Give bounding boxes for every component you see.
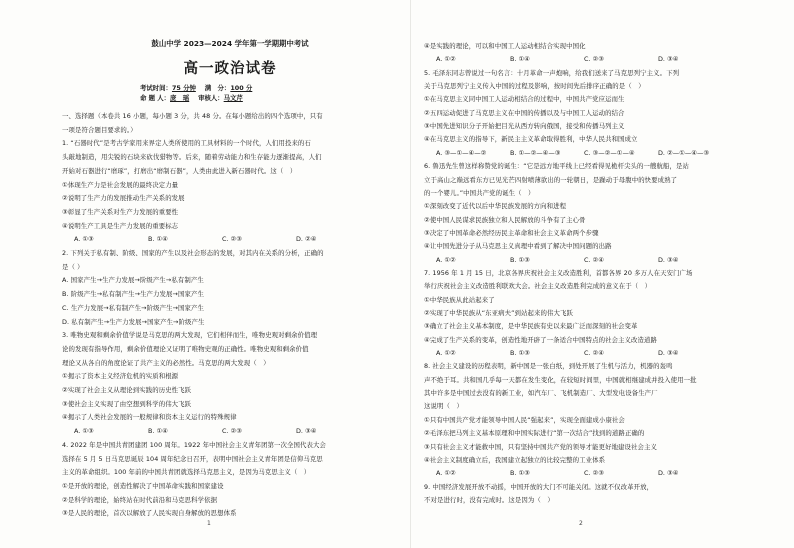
text-line: ①在马克思主义同中国工人运动相结合的过程中，中国共产党应运而生 bbox=[424, 95, 625, 104]
text-line: 这说明（ ） bbox=[424, 402, 463, 411]
reviewer-label: 审核人： bbox=[198, 94, 224, 102]
text-line: 5. 毛泽东同志曾说过一句名言：十月革命一声炮响，给我们送来了马克思列宁主义。下列 bbox=[424, 68, 680, 77]
answer-option: B. ①③ bbox=[510, 469, 530, 478]
text-line: 关于马克思列宁主义传入中国的过程及影响，按时间先后排序正确的是（ ） bbox=[424, 82, 645, 91]
time-label: 考试时间： bbox=[140, 84, 172, 92]
answer-options-row bbox=[436, 469, 769, 478]
text-line: ④在马克思主义的指导下，新民主主义革命取得胜利，中华人民共和国成立 bbox=[424, 135, 638, 144]
text-line: 声不绝于耳。共和国几乎每一天都在发生变化，在较短时间里，中国就相继建成并投入使用一批 bbox=[424, 375, 697, 384]
answer-option: B. ①③ bbox=[510, 255, 530, 264]
right-page bbox=[424, 0, 769, 548]
text-line: 开始对石器进行“磨琢”，打磨出“磨制石器”，人类由此进入新石器时代。这（ ） bbox=[62, 166, 297, 175]
text-line: 理论又从各自的角度论证了共产主义的必然性。马克思的两大发现（ ） bbox=[62, 358, 270, 367]
text-line: ②使中国人民谋求民族独立和人民解放的斗争有了主心骨 bbox=[424, 215, 586, 224]
answer-option: C. ②③ bbox=[222, 235, 242, 244]
answer-option: A. ③—①—④—② bbox=[436, 148, 487, 157]
text-line: ②是科学的理论，始终站在时代前沿和马克思科学依据 bbox=[62, 495, 218, 504]
answer-option: A. ①③ bbox=[74, 427, 94, 436]
text-line: 3. 唯物史观和剩余价值学说是马克思的两大发现，它们相伴而生，唯物史观对剩余价值理 bbox=[62, 331, 318, 340]
text-line: 1. “石器时代”是考古学家用来界定人类所使用的工具材料的一个时代，人们用投来的石 bbox=[62, 139, 311, 148]
page-number-left: 1 bbox=[207, 520, 211, 527]
text-line: 主义的革命组织。100 年前的中国共青团就选择马克思主义，是因为马克思主义（ ） bbox=[62, 468, 311, 477]
answer-options-row bbox=[436, 55, 769, 64]
text-line: 一项是符合题目要求的。） bbox=[62, 125, 137, 134]
text-line: 的一个婴儿。”中国共产党的诞生（ ） bbox=[424, 188, 535, 197]
text-line: ③是人民的理论，首次以解放了人民实现自身解放的思想体系 bbox=[62, 509, 237, 518]
text-line: ①体现生产力是社会发展的最终决定力量 bbox=[62, 180, 179, 189]
text-line: ④是实践的理论，可以和中国工人运动相结合实现中国化 bbox=[424, 42, 586, 50]
text-line: 不对是进行时，没有完成时。这是因为（ ） bbox=[424, 495, 554, 504]
answer-option: B. ①④ bbox=[148, 427, 168, 436]
answer-option: C. ②④ bbox=[584, 349, 604, 358]
text-line: 举行庆祝社会主义改造胜利联欢大会。社会主义改造胜利完成的意义在于（ ） bbox=[424, 282, 652, 291]
answer-option: D. ③④ bbox=[658, 255, 679, 264]
text-line: 立于高山之巅远看东方已见光芒四射喷薄欲出的一轮朝日，是躁动于母腹中的快要成熟了 bbox=[424, 175, 678, 184]
text-line: ②说明了生产力的发展推动生产关系的发展 bbox=[62, 194, 185, 203]
text-line: 选择在 5 月 5 日马克思诞辰 104 周年纪念日召开，表明中国社会主义青年团是信仰马克思 bbox=[62, 454, 323, 463]
answer-option: A. ①③ bbox=[74, 235, 94, 244]
answer-option: A. ①② bbox=[436, 349, 456, 358]
text-line: ④说明生产工具是生产力发展的重要标志 bbox=[62, 221, 179, 230]
answer-option: D. ③④ bbox=[296, 427, 317, 436]
answer-option: D. ③④ bbox=[658, 55, 679, 64]
exam-meta-line-2 bbox=[140, 93, 243, 102]
text-line: ④揭示了人类社会发展的一般规律和资本主义运行的特殊规律 bbox=[62, 413, 237, 422]
answer-option: D. ③④ bbox=[658, 469, 679, 478]
text-line: 4. 2022 年是中国共青团建团 100 周年。1922 年中国社会主义青年团第一次全国代表大会 bbox=[62, 440, 326, 449]
text-line: ④完成了生产关系的变革，创造性地开辟了一条适合中国特点的社会主义改造道路 bbox=[424, 335, 657, 344]
answer-option: C. ③—②—①—④ bbox=[584, 148, 635, 157]
answer-option: D. ②④ bbox=[296, 235, 317, 244]
text-line: 6. 鲁迅先生曾这样称赞党的诞生：“它是远方地平线上已经看得见桅杆尖头的一艘航船，是站 bbox=[424, 162, 689, 171]
text-line: ①深刻改变了近代以后中华民族发展的方向和进程 bbox=[424, 202, 567, 211]
answer-option: A. ①② bbox=[436, 469, 456, 478]
text-line: B. 阶级产生→私有制产生→生产力发展→国家产生 bbox=[62, 290, 204, 299]
answer-option: C. ②③ bbox=[584, 55, 604, 64]
text-line: ②五四运动促进了马克思主义在中国的传播以及与中国工人运动的结合 bbox=[424, 108, 625, 117]
text-line: ③彰显了生产关系对生产力发展的重要性 bbox=[62, 207, 179, 216]
text-line: ④社会主义制度确立后，我国建立起独立的比较完整的工业体系 bbox=[424, 455, 606, 464]
text-line: 2. 下列关于私有制、阶级、国家的产生以及社会形态的发展，对其内在关系的分析，正确的 bbox=[62, 249, 324, 257]
score-label: 满 分： bbox=[204, 84, 231, 92]
text-line: ④让中国先进分子从马克思主义真理中看到了解决中国问题的出路 bbox=[424, 242, 612, 251]
paper-title: 高一政治试卷 bbox=[183, 61, 277, 77]
answer-option: B. ①④ bbox=[510, 55, 530, 64]
text-line: ③只有社会主义才能救中国，只有坚持中国共产党的领导才能更好地建设社会主义 bbox=[424, 442, 657, 451]
left-page bbox=[62, 0, 398, 548]
text-line: 7. 1956 年 1 月 15 日，北京各界庆祝社会主义改造胜利，首都各界 20 多万人在天安门广场 bbox=[424, 268, 693, 277]
text-line: ③决定了中国革命必然经历民主革命和社会主义革命两个步骤 bbox=[424, 228, 599, 237]
text-line: ①是开放的理论，创造性解决了中国革命实践和国家建设 bbox=[62, 481, 224, 490]
text-line: ①揭示了资本主义经济危机的实质和根源 bbox=[62, 372, 179, 381]
page-number-right: 2 bbox=[579, 520, 583, 527]
answer-options-row bbox=[436, 256, 769, 265]
answer-option: C. ②③ bbox=[222, 427, 242, 436]
time-value: 75 分钟 bbox=[171, 84, 196, 92]
answer-option: C. ②④ bbox=[584, 255, 604, 264]
answer-option: D. ③④ bbox=[658, 349, 679, 358]
text-line: 头敲地制造，用尖锐的石块来砍伐猎物等。后来，随着劳动能力和生存能力逐渐提高，人们 bbox=[62, 153, 322, 162]
text-line: ③使社会主义实现了由空想到科学的伟大飞跃 bbox=[62, 399, 192, 408]
answer-options-row bbox=[74, 235, 398, 244]
text-line: A. 国家产生→生产力发展→阶级产生→私有制产生 bbox=[62, 276, 204, 285]
author-label: 命 题 人： bbox=[140, 94, 171, 102]
text-line: ②实现了社会主义从理论到实践的历史性飞跃 bbox=[62, 386, 192, 394]
answer-option: A. ①② bbox=[436, 255, 456, 264]
page-fold-divider bbox=[410, 0, 411, 548]
text-line: 其中许多是中国过去没有的新工业，如汽车厂、飞机制造厂、大型发电设备生产厂 bbox=[424, 389, 658, 398]
text-line: ②实现了中华民族从“东亚病夫”到站起来的伟大飞跃 bbox=[424, 309, 573, 317]
answer-options-row bbox=[436, 349, 769, 358]
exam-title: 鼓山中学 2023—2024 学年第一学期期中考试 bbox=[151, 39, 309, 48]
answer-option: C. ②③ bbox=[584, 469, 604, 478]
text-line: C. 生产力发展→私有制产生→阶级产生→国家产生 bbox=[62, 303, 205, 312]
text-line: 8. 社会主义建设的历程表明，新中国是一张白纸，到处开展了生机与活力，机器的轰鸣 bbox=[424, 362, 673, 371]
exam-meta-line-1 bbox=[140, 83, 252, 92]
answer-options-row bbox=[436, 149, 769, 158]
text-line: ③中国先进知识分子开始把目光从西方转向俄国，接受和传播马列主义 bbox=[424, 122, 625, 131]
answer-option: A. ①② bbox=[436, 55, 456, 64]
text-line: ②毛泽东把马列主义基本原理和中国实际进行“第一次结合”找到的道路正确的 bbox=[424, 429, 645, 438]
text-line: ①只有中国共产党才能领导中国人民“强起来”，实现全面建成小康社会 bbox=[424, 415, 625, 424]
answer-option: B. ①—②—④—③ bbox=[510, 148, 561, 157]
text-line: 是（ ） bbox=[62, 262, 84, 271]
text-line: ①中华民族从此站起来了 bbox=[424, 295, 495, 304]
answer-options-row bbox=[74, 427, 398, 436]
reviewer-value: 马文芹 bbox=[223, 94, 243, 102]
answer-option: B. ①③ bbox=[510, 349, 530, 358]
text-line: 论的发现有指导作用，剩余价值理论又证明了唯物史观的正确性。唯物史观和剩余价值 bbox=[62, 344, 309, 353]
text-line: 一、选择题（本卷共 16 小题，每小题 3 分，共 48 分。在每小题给出的四个选项中，只有 bbox=[62, 112, 323, 120]
text-line: 9. 中国经济发展开放不动摇，中国开放的大门不可能关闭。这就不仅改革开放， bbox=[424, 482, 654, 491]
text-line: ③确立了社会主义基本制度，是中华民族有史以来最广泛而深刻的社会变革 bbox=[424, 322, 638, 331]
text-line: D. 私有制产生→生产力发展→国家产生→阶级产生 bbox=[62, 317, 205, 326]
score-value: 100 分 bbox=[230, 84, 253, 92]
answer-option: D. ②—①—④—③ bbox=[658, 148, 710, 157]
answer-option: B. ①④ bbox=[148, 235, 168, 244]
author-value: 庞 瑶 bbox=[170, 94, 190, 102]
